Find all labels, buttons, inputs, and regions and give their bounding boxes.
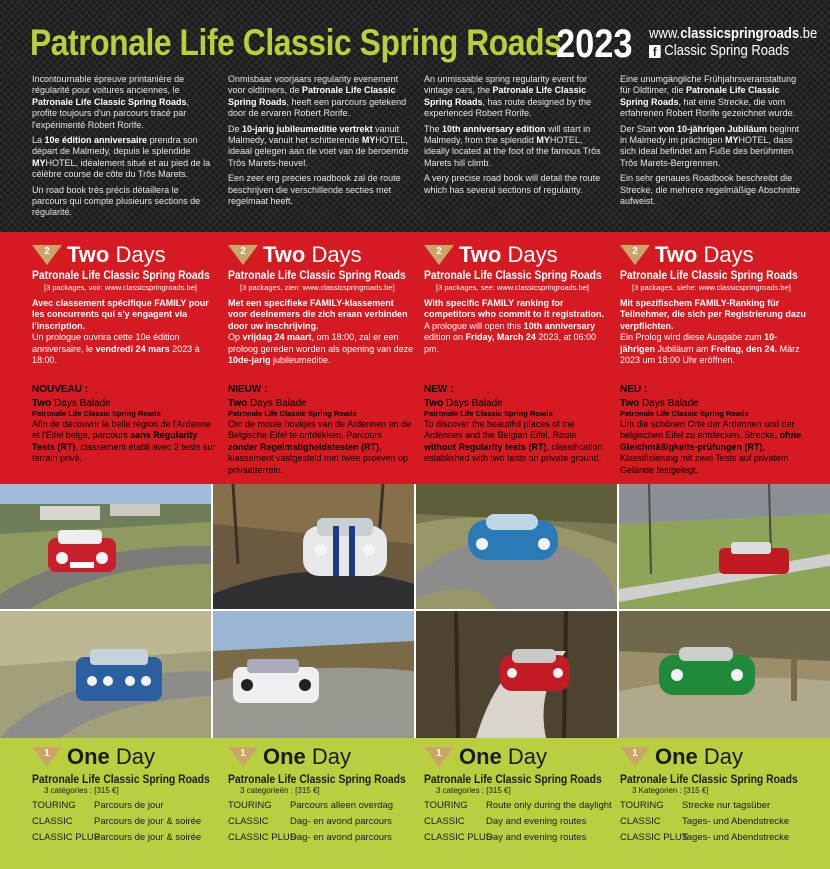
one-day-de [620, 744, 810, 843]
one-day-title: One Day [67, 744, 156, 769]
balade-title: Two Days Balade [32, 398, 111, 409]
category-row: CLASSIC PLUS Tages- und Abendstrecke [620, 832, 790, 843]
balade-subtitle: Patronale Life Classic Spring Roads [32, 409, 161, 418]
header [0, 0, 830, 232]
balade-subtitle: Patronale Life Classic Spring Roads [620, 409, 749, 418]
one-day-badge [32, 744, 222, 770]
one-day-badge [620, 744, 810, 770]
category-row: TOURING Parcours de jour [32, 800, 164, 811]
balade-text: To discover the beautiful places of the Ardennes and the Belgian Eifel. Route without Regularity tests (RT), classification established with two tests on private ground. [424, 419, 603, 464]
family-ranking-text: Mit spezifischem FAMILY-Ranking für Teilnehmer, die sich per Registrierung dazu verpflichten. Ein Prolog wird diese Ausgabe zum 10-jährigen Jubiläum am Freitag, den 24. März 2023 um 18:00 Uhr eröffnen. [620, 298, 806, 366]
balade-de [620, 384, 806, 476]
photo-blue-alpine [416, 484, 617, 609]
balade-fr [32, 384, 218, 465]
balade-nl [228, 384, 414, 476]
badge-triangle-icon: 2 [620, 245, 650, 265]
packages-note: [3 packages, zien: www.classicspringroads.be] [240, 283, 395, 292]
badge-triangle-icon: 1 [620, 747, 650, 767]
category-row: CLASSIC Dag- en avond parcours [228, 816, 392, 827]
category-row: TOURING Parcours alleen overdag [228, 800, 393, 811]
two-days-title: Two Days [67, 242, 166, 267]
category-row: CLASSIC PLUS Day and evening routes [424, 832, 587, 843]
balade-subtitle: Patronale Life Classic Spring Roads [424, 409, 553, 418]
photo-white-ford [213, 611, 414, 738]
one-day-en [424, 744, 614, 843]
new-label: NOUVEAU : [32, 384, 89, 395]
packages-note: [3 packages, see: www.classicspringroads.be] [436, 283, 589, 292]
one-day-nl [228, 744, 418, 843]
family-ranking-text: With specific FAMILY ranking for competitors who commit to it registration. A prologue will open this 10th anniversary edition on Friday, March 24 2023, at 06:00 pm. [424, 298, 605, 354]
photo-red-alfa [619, 484, 830, 609]
packages-note: [3 packages, voir: www.classicspringroads.be] [44, 283, 197, 292]
photo-white-volvo [213, 484, 414, 609]
family-ranking-text: Avec classement spécifique FAMILY pour les concurrents qui s'y engagent via l'inscription. Un prologue ouvrira cette 10e édition anniversaire, le vendredi 24 mars 2023 à 18:00. [32, 298, 209, 366]
balade-title: Two Days Balade [228, 398, 307, 409]
badge-triangle-icon: 2 [424, 245, 454, 265]
two-days-badge [620, 242, 806, 268]
two-days-badge [32, 242, 218, 268]
categories-price: 3 catégories : [315 €] [44, 786, 119, 795]
intro-fr: Incontournable épreuve printanière de régularité pour voitures anciennes, le Patronale Life Classic Spring Roads, profite toujours d'un parcours tracé par l'expérimenté Robert Rorife. La 10e édition anniversaire prendra son départ de Malmedy, depuis le splendide MYHOTEL, idéalement situé et au pied de la célèbre course de côte du Trôs Marets. Un road book très précis détaillera le parcours qui compte plusieurs sections de régularité. [32, 74, 211, 218]
balade-text: Afin de découvrir la belle région de l'Ardenne et l'Eifel belge, parcours sans Regularity Tests (RT), classement établi avec 2 tests sur terrain privé. [32, 419, 216, 464]
new-label: NIEUW : [228, 384, 268, 395]
program-name: Patronale Life Classic Spring Roads [424, 774, 602, 786]
facebook-icon: f [649, 45, 661, 58]
one-day-badge [424, 744, 614, 770]
facebook-link[interactable]: f Classic Spring Roads [649, 43, 789, 59]
new-label: NEU : [620, 384, 648, 395]
category-row: CLASSIC Day and evening routes [424, 816, 587, 827]
packages-note: [3 packages, siehe: www.classicspringroads.be] [632, 283, 791, 292]
program-name: Patronale Life Classic Spring Roads [228, 774, 406, 786]
two-days-de [620, 242, 806, 366]
category-row: CLASSIC PLUS Dag- en avond parcours [228, 832, 392, 843]
badge-triangle-icon: 2 [32, 245, 62, 265]
photo-blue-bmw [0, 611, 211, 738]
program-name: Patronale Life Classic Spring Roads [228, 270, 406, 282]
photo-grid [0, 484, 830, 738]
program-name: Patronale Life Classic Spring Roads [32, 270, 210, 282]
one-day-title: One Day [655, 744, 744, 769]
two-days-en [424, 242, 610, 355]
two-days-nl [228, 242, 414, 366]
category-row: TOURING Route only during the daylight [424, 800, 612, 811]
one-day-fr [32, 744, 222, 843]
photo-red-triumph [416, 611, 617, 738]
categories-price: 3 categorieën : [315 €] [240, 786, 320, 795]
one-day-badge [228, 744, 418, 770]
program-name: Patronale Life Classic Spring Roads [620, 270, 798, 282]
intro-de: Eine unumgängliche Frühjahrsveranstaltung für Oldtimer, die Patronale Life Classic Spring Roads, hat eine Strecke, die vom erfahrenen Robert Rorife gezeichnet wurde. Der Start von 10-jährigen Jubiläum beginnt in Malmedy im prächtigen MYHOTEL, dass sich ideal befindet am Fuße des berühmten Trôs Marets-Bergrennen. Ein sehr genaues Roadbook beschreibt die Strecke, die mehrere regelmäßige Abschnitte aufweist. [620, 74, 801, 207]
category-row: CLASSIC Tages- und Abendstrecke [620, 816, 790, 827]
two-days-badge [424, 242, 610, 268]
new-label: NEW : [424, 384, 454, 395]
balade-title: Two Days Balade [620, 398, 699, 409]
badge-triangle-icon: 1 [228, 747, 258, 767]
two-days-title: Two Days [459, 242, 558, 267]
intro-nl: Onmisbaar voorjaars regularity evenement voor oldtimers, de Patronale Life Classic Spring Roads, heeft een parcours getekend door de ervaren Robert Rorife. De 10-jarig jubileumeditie vertrekt vanuit Malmedy, vanuit het schitterende MYHOTEL, ideaal gelegen aan de voet van de beroemde Trôs Marets-heuvel. Een zeer erg precies roadbook zal de route beschrijven die verschillende secties met regelmaat heeft. [228, 74, 409, 207]
categories-price: 3 Kategorien : [315 €] [632, 786, 709, 795]
two-days-title: Two Days [655, 242, 754, 267]
event-year: 2023 [556, 22, 633, 66]
categories-price: 3 categories : [315 €] [436, 786, 511, 795]
website-link[interactable]: www.classicspringroads.be [649, 26, 818, 42]
program-name: Patronale Life Classic Spring Roads [424, 270, 602, 282]
page-title: Patronale Life Classic Spring Roads [30, 22, 562, 63]
balade-title: Two Days Balade [424, 398, 503, 409]
two-days-section [0, 232, 830, 484]
program-name: Patronale Life Classic Spring Roads [32, 774, 210, 786]
balade-en [424, 384, 610, 465]
one-day-title: One Day [459, 744, 548, 769]
two-days-title: Two Days [263, 242, 362, 267]
two-days-fr [32, 242, 218, 366]
one-day-title: One Day [263, 744, 352, 769]
badge-triangle-icon: 2 [228, 245, 258, 265]
family-ranking-text: Met een specifieke FAMILY-klassement voor deelnemers die zich eraan verbinden door uw inschrijving. Op vrijdag 24 maart, om 18:00, zal er een proloog gereden worden als opening van deze 10de-jarig jubileumeditie. [228, 298, 414, 366]
balade-subtitle: Patronale Life Classic Spring Roads [228, 409, 357, 418]
photo-red-austin-healey [0, 484, 211, 609]
balade-text: Om de mooie hoekjes van de Ardennen en de Belgische Eifel te ontdekken. Parcours zonder Regelmatigheidstesten (RT), klassement vastgesteld met twee proeven op privaatterrein. [228, 419, 412, 475]
category-row: TOURING Strecke nur tagsüber [620, 800, 771, 811]
balade-text: Um die schönen Orte der Ardennen und der belgischen Eifel zu entdecken. Strecke, ohne Gleichmäßigkeits-prüfungen (RT), Klassifizierung mit zwei Tests auf privatem Gelände festgelegt. [620, 419, 802, 475]
two-days-badge [228, 242, 414, 268]
category-row: CLASSIC PLUS Parcours de jour & soirée [32, 832, 202, 843]
badge-triangle-icon: 1 [32, 747, 62, 767]
program-name: Patronale Life Classic Spring Roads [620, 774, 798, 786]
photo-green-porsche [619, 611, 830, 738]
badge-triangle-icon: 1 [424, 747, 454, 767]
intro-en: An unmissable spring regularity event for vintage cars, the Patronale Life Classic Spring Roads, has route designed by the experienced Robert Rorife. The 10th anniversary edition will start in Malmedy, from the splendid MYHOTEL, ideally located at the foot of the famous Trôs Marets hill climb. A very precise road book will detail the route which has several sections of regularity. [424, 74, 601, 195]
category-row: CLASSIC Parcours de jour & soirée [32, 816, 202, 827]
one-day-section [0, 738, 830, 869]
